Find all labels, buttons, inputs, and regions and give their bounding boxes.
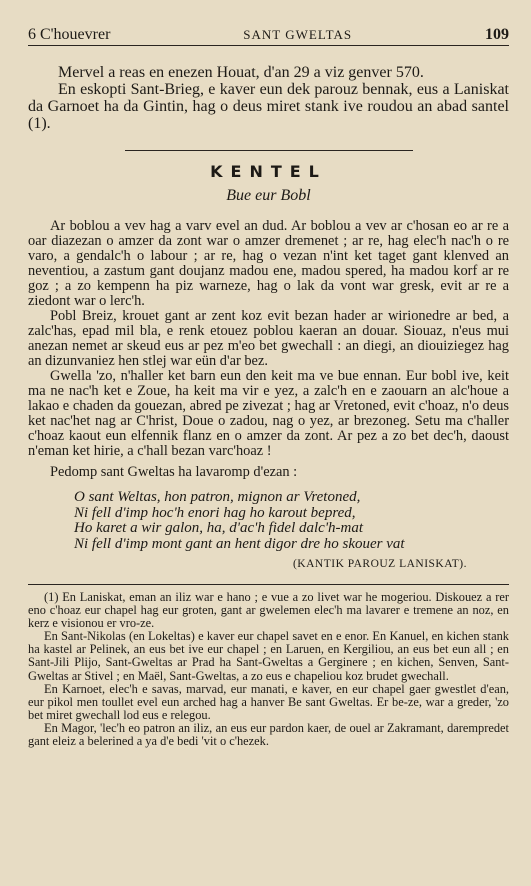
header-title: SANT GWELTAS xyxy=(243,27,353,42)
lesson-text xyxy=(28,219,509,480)
body-paragraph: Gwella 'zo, n'haller ket barn eun den keit ma ve bue ennan. Eur bobl ive, keit ma ne nac'h ket e Zoue, ha keit ma vir e yez, a zalc'h en e zaouarn an alc'houe a lakao e chaden da gouezan, abred pe zivezat ; hag ar Vretoned, evit c'hoaz, n'o deus ket nac'het nag ar C'hrist, Doue o zadou, nag o yez, ar brezoneg. Setu ma c'haller c'hoaz kaout eun elfennik flanz en o amzer da zont. Ar pez a zo bet dec'h, daoust n'eman ket hirie, a c'hall bezan varc'hoaz ! xyxy=(28,368,509,459)
footnotes xyxy=(28,591,509,748)
section-subtitle: Bue eur Bobl xyxy=(226,187,311,204)
body-paragraph: Ar boblou a vev hag a varv evel an dud. Ar boblou a vev ar c'hosan eo ar re a oar diazezan o amzer da zont war o amzer dremenet ; ar re, hag elec'h nac'h o re varo, a gendalc'h o labour ; ar re, hag o vezan n'int ket taget gant klenved an neventiou, a zastum gant doujanz madou ene, madou spered, ha madou korf ar re goz ; a zo kempenn ha piz warneze, hag o lak da vont war gresk, evit ar re a ziedont war o lerc'h. xyxy=(28,218,509,309)
section-title: KENTEL xyxy=(210,162,327,181)
hymn-verse xyxy=(28,490,509,552)
footnote-paragraph: En Karnoet, elec'h e savas, marvad, eur manati, e kaver, en eur chapel gaer gwestlet d'ean, eur pikol men toullet evel eun arched hag a hanver Be sant Gweltas. Er be-ze, war a greder, 'zo bet miret gwechall lod eus e relegou. xyxy=(28,681,509,722)
section-divider xyxy=(125,150,413,151)
header-date: 6 C'houevrer xyxy=(28,26,111,43)
intro-paragraph: Mervel a reas en enezen Houat, d'an 29 a viz genver 570. xyxy=(58,64,424,81)
intro-paragraph: En eskopti Sant-Brieg, e kaver eun dek parouz bennak, eus a Laniskat da Garnoet ha da Gintin, hag o deus miret stank ive roudou an abad santel (1). xyxy=(28,81,509,132)
body-paragraph: Pobl Breiz, krouet gant ar zent koz evit bezan hader ar wirionedre ar bed, a zalc'has, epad mil bla, e renk etouez poblou kaeran an douar. Siouaz, n'eus mui anezan nemet ar skeud eus ar pez m'eo bet gwechall : an diegi, an diouiziegez hag an dizunvaniez hen stlej war eün d'ar bez. xyxy=(28,308,509,369)
prayer-intro: Pedomp sant Gweltas ha lavaromp d'ezan : xyxy=(50,464,298,480)
verse-line: Ni fell d'imp mont gant an hent digor dre ho skouer vat xyxy=(74,535,405,552)
verse-line: Ho karet a wir galon, ha, d'ac'h fidel dalc'h-mat xyxy=(74,520,364,536)
footnote-rule xyxy=(28,584,509,585)
page-number: 109 xyxy=(485,26,509,43)
footnote-paragraph: (1) En Laniskat, eman an iliz war e hano ; e vue a zo livet war he mogeriou. Diskouez a rer eno c'hoaz eur chapel hag eur groten, gant ar gwelemen elec'h ma lavarer e tremene an noz, en kerz e visionou er vro-ze. xyxy=(28,590,509,631)
intro-text xyxy=(28,64,509,132)
verse-line: O sant Weltas, hon patron, mignon ar Vretoned, xyxy=(74,489,361,505)
footnote-paragraph: En Magor, 'lec'h eo patron an iliz, an eus eur pardon kaer, de ouel ar Zakramant, darempredet gant eleiz a belerined a ya d'e bedi 'vit o c'hezek. xyxy=(28,720,509,749)
footnote-paragraph: En Sant-Nikolas (en Lokeltas) e kaver eur chapel savet en e enor. En Kanuel, en kichen stank ha kastel ar Pelinek, an eus bet ive eur chapel ; en Laruen, en Kergiliou, an eus bet eun all ; en Sant-Jili Plijo, Sant-Gweltas ar Prad ha Sant-Gweltas a Gerginere ; en kichen, Senven, Sant-Gweltas ar Stivel ; en Maël, Sant-Gweltas, a zo eus e chapeliou koz brudet gwechall. xyxy=(28,629,509,683)
verse-line: Ni fell d'imp hoc'h enori hag ho karout bepred, xyxy=(74,504,356,521)
running-header xyxy=(28,0,509,46)
verse-source: (KANTIK PAROUZ LANISKAT). xyxy=(292,558,467,570)
